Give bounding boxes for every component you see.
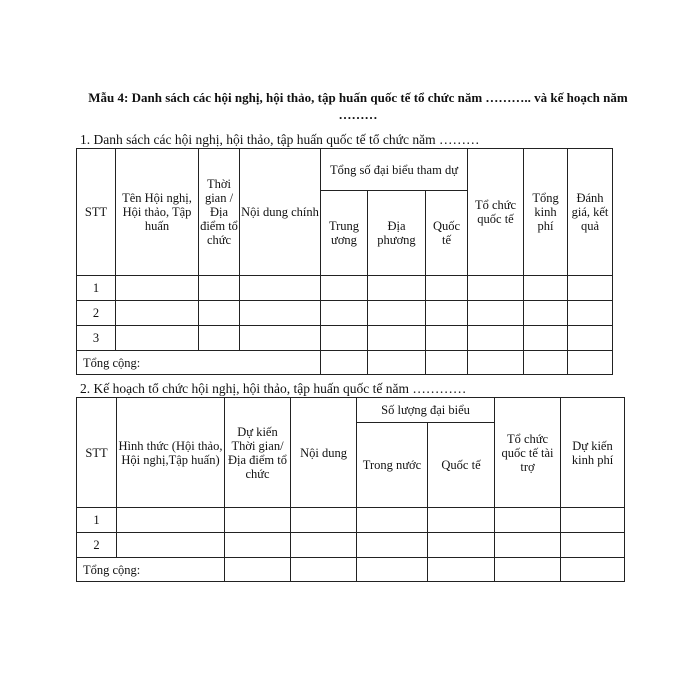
cell-name[interactable] [116,276,199,301]
total-row [77,558,625,582]
table-row [77,326,613,351]
header-format: Hình thức (Hội thảo, Hội nghị,Tập huấn) [117,398,225,508]
table-row [77,508,625,533]
cell-intl-org[interactable] [468,326,524,351]
header-planned-budget: Dự kiến kinh phí [561,398,625,508]
cell-content[interactable] [291,558,357,582]
conference-plan-table [76,397,625,582]
cell-international[interactable] [428,508,495,533]
cell-evaluation[interactable] [568,326,613,351]
cell-international[interactable] [426,351,468,375]
cell-content[interactable] [291,508,357,533]
cell-central[interactable] [321,301,368,326]
total-row [77,351,613,375]
cell-local[interactable] [368,276,426,301]
cell-central[interactable] [321,276,368,301]
section-2-heading: 2. Kế hoạch tổ chức hội nghị, hội thảo, tập huấn quốc tế năm ………… [80,381,467,396]
header-time-place: Thời gian / Địa điểm tổ chức [199,149,240,276]
header-sponsor-org: Tổ chức quốc tế tài trợ [495,398,561,508]
cell-evaluation[interactable] [568,276,613,301]
cell-time-place[interactable] [225,533,291,558]
cell-international[interactable] [428,533,495,558]
form-title: Mẫu 4: Danh sách các hội nghị, hội thảo, tập huấn quốc tế tổ chức năm ……….. và kế hoạch năm ……… [88,90,628,122]
cell-budget[interactable] [524,351,568,375]
header-planned-time-place: Dự kiến Thời gian/ Địa điểm tổ chức [225,398,291,508]
table-row [77,276,613,301]
header-content: Nội dung chính [240,149,321,276]
cell-budget[interactable] [524,276,568,301]
cell-international[interactable] [428,558,495,582]
header-central: Trung ương [321,191,368,276]
cell-intl-org[interactable] [468,276,524,301]
table-row [77,301,613,326]
cell-domestic[interactable] [357,508,428,533]
cell-content[interactable] [240,276,321,301]
header-intl-org: Tổ chức quốc tế [468,149,524,276]
header-content: Nội dung [291,398,357,508]
cell-budget[interactable] [524,301,568,326]
cell-sponsor[interactable] [495,558,561,582]
cell-time-place[interactable] [225,508,291,533]
cell-local[interactable] [368,326,426,351]
cell-name[interactable] [116,326,199,351]
cell-sponsor[interactable] [495,508,561,533]
header-total-delegates: Tổng số đại biểu tham dự [321,149,468,191]
cell-international[interactable] [426,301,468,326]
cell-content[interactable] [291,533,357,558]
cell-central[interactable] [321,326,368,351]
cell-local[interactable] [368,351,426,375]
header-stt: STT [77,398,117,508]
header-international: Quốc tế [428,423,495,508]
header-name: Tên Hội nghị, Hội thảo, Tập huấn [116,149,199,276]
cell-content[interactable] [240,301,321,326]
row-number: 1 [77,276,116,301]
row-number: 3 [77,326,116,351]
header-total-budget: Tổng kinh phí [524,149,568,276]
cell-format[interactable] [117,508,225,533]
cell-format[interactable] [117,533,225,558]
cell-sponsor[interactable] [495,533,561,558]
row-number: 2 [77,301,116,326]
header-evaluation: Đánh giá, kết quả [568,149,613,276]
cell-content[interactable] [240,326,321,351]
cell-evaluation[interactable] [568,301,613,326]
cell-international[interactable] [426,326,468,351]
row-number: 2 [77,533,117,558]
header-international: Quốc tế [426,191,468,276]
cell-intl-org[interactable] [468,301,524,326]
row-number: 1 [77,508,117,533]
header-stt: STT [77,149,116,276]
total-label: Tổng cộng: [77,558,225,582]
cell-name[interactable] [116,301,199,326]
cell-budget[interactable] [561,558,625,582]
conference-list-table [76,148,613,375]
cell-domestic[interactable] [357,558,428,582]
cell-budget[interactable] [561,533,625,558]
cell-domestic[interactable] [357,533,428,558]
cell-time-place[interactable] [199,276,240,301]
section-1-heading: 1. Danh sách các hội nghị, hội thảo, tập huấn quốc tế tổ chức năm ……… [80,132,480,147]
cell-local[interactable] [368,301,426,326]
cell-intl-org[interactable] [468,351,524,375]
cell-evaluation[interactable] [568,351,613,375]
cell-time-place[interactable] [225,558,291,582]
cell-central[interactable] [321,351,368,375]
total-label: Tổng cộng: [77,351,321,375]
cell-time-place[interactable] [199,301,240,326]
cell-budget[interactable] [524,326,568,351]
header-delegate-count: Số lượng đại biểu [357,398,495,423]
cell-time-place[interactable] [199,326,240,351]
table-row [77,533,625,558]
header-domestic: Trong nước [357,423,428,508]
header-local: Địa phương [368,191,426,276]
cell-budget[interactable] [561,508,625,533]
cell-international[interactable] [426,276,468,301]
